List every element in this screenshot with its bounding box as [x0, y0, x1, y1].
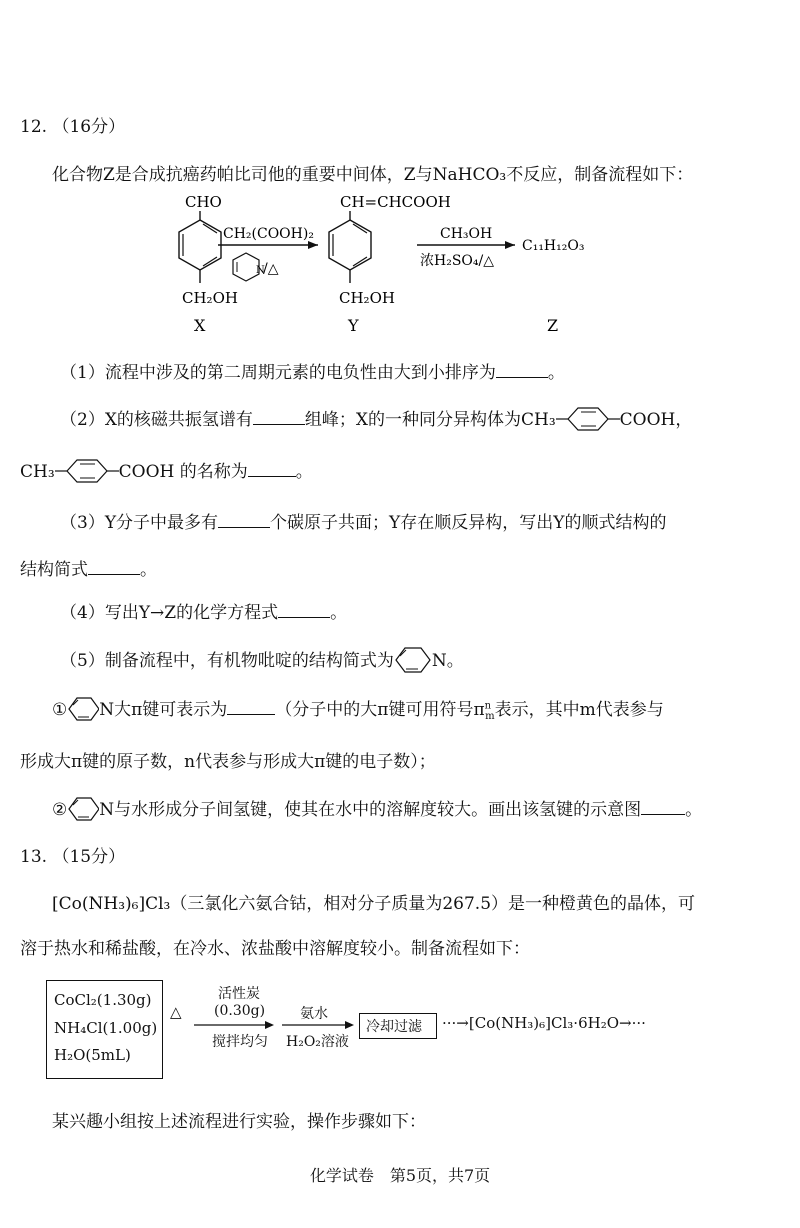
reactant-cocl2: CoCl₂(1.30g) [54, 991, 152, 1009]
y-label: Y [348, 316, 359, 335]
q12-part-3-line2: 结构简式 。 [20, 560, 157, 580]
pyridine-ring-icon [394, 646, 432, 674]
y-substituent-bottom: CH₂OH [339, 289, 395, 307]
question-13-header: 13. （15分） [20, 847, 126, 867]
pyridine-ring-icon [67, 796, 99, 822]
arrow-2 [417, 226, 515, 269]
q12-part-3-line1: （3）Y分子中最多有 个碳原子共面；Y存在顺反异构，写出Y的顺式结构的 [60, 513, 667, 533]
arrow-a1-top-1: 活性炭 [218, 986, 260, 1002]
reactant-nh4cl: NH₄Cl(1.00g) [54, 1019, 158, 1037]
pyridine-ring-icon [67, 696, 99, 722]
pyridine-n-small: N [256, 265, 265, 276]
benzene-ring-icon [55, 458, 119, 484]
q12-part-5: （5）制备流程中，有机物吡啶的结构简式为 N。 [60, 646, 464, 674]
reactant-water: H₂O(5mL) [54, 1046, 131, 1064]
question-13-last-line: 某兴趣小组按上述流程进行实验，操作步骤如下： [52, 1112, 426, 1132]
arrow-1-condition: /△ [263, 261, 279, 277]
arrow-a2-bottom: H₂O₂溶液 [286, 1034, 349, 1050]
y-substituent-top: CH=CHCOOH [340, 193, 451, 211]
question-13-intro-2: 溶于热水和稀盐酸，在冷水、浓盐酸中溶解度较小。制备流程如下： [20, 939, 530, 959]
page-footer: 化学试卷 第5页，共7页 [309, 1166, 491, 1185]
x-substituent-top: CHO [185, 193, 222, 211]
q12-part-5-sub1-line1: ① N大π键可表示为 （分子中的大π键可用符号$\pi^n_m$表示，其中m代表参与 [52, 695, 664, 722]
q12-part-4: （4）写出Y→Z的化学方程式 。 [60, 603, 348, 623]
q12-part-2-line1: （2）X的核磁共振氢谱有 组峰；X的一种同分异构体为CH₃ COOH， [60, 405, 692, 432]
arrow-a2-top: 氨水 [300, 1006, 328, 1022]
q12-part-2-line2: CH₃ COOH 的名称为 。 [20, 457, 313, 484]
heat-symbol: △ [170, 1003, 182, 1021]
reaction-scheme [0, 185, 800, 350]
x-label: X [194, 316, 206, 335]
q12-part-1: （1）流程中涉及的第二周期元素的电负性由大到小排序为 。 [60, 363, 565, 383]
question-13-intro-1: [Co(NH₃)₆]Cl₃（三氯化六氨合钴，相对分子质量为267.5）是一种橙黄色的晶体，可 [52, 894, 696, 914]
benzene-ring-icon [556, 406, 620, 432]
arrow-2-reagent: CH₃OH [440, 226, 493, 242]
question-12-intro: 化合物Z是合成抗癌药帕比司他的重要中间体，Z与NaHCO₃不反应，制备流程如下： [52, 165, 694, 185]
question-12-header: 12. （16分） [20, 117, 126, 137]
flow-product: ···→[Co(NH₃)₆]Cl₃·6H₂O→··· [442, 1014, 646, 1032]
arrow-1 [218, 226, 318, 281]
compound-x-structure [179, 193, 238, 335]
arrow-1-reagent: CH₂(COOH)₂ [223, 226, 314, 242]
arrow-2-condition: 浓H₂SO₄/△ [420, 253, 494, 269]
x-substituent-bottom: CH₂OH [182, 289, 238, 307]
z-label: Z [547, 316, 559, 335]
arrow-a1-bottom: 搅拌均匀 [212, 1034, 268, 1050]
arrow-a1-top-2: (0.30g) [214, 1003, 266, 1019]
q12-part-5-sub2: ② N与水形成分子间氢键，使其在水中的溶解度较大。画出该氢键的示意图 。 [52, 795, 702, 822]
cool-filter-label: 冷却过滤 [366, 1019, 422, 1035]
q12-part-5-sub1-line2: 形成大π键的原子数，n代表参与形成大π键的电子数）； [20, 752, 436, 772]
z-formula: C₁₁H₁₂O₃ [522, 238, 585, 254]
